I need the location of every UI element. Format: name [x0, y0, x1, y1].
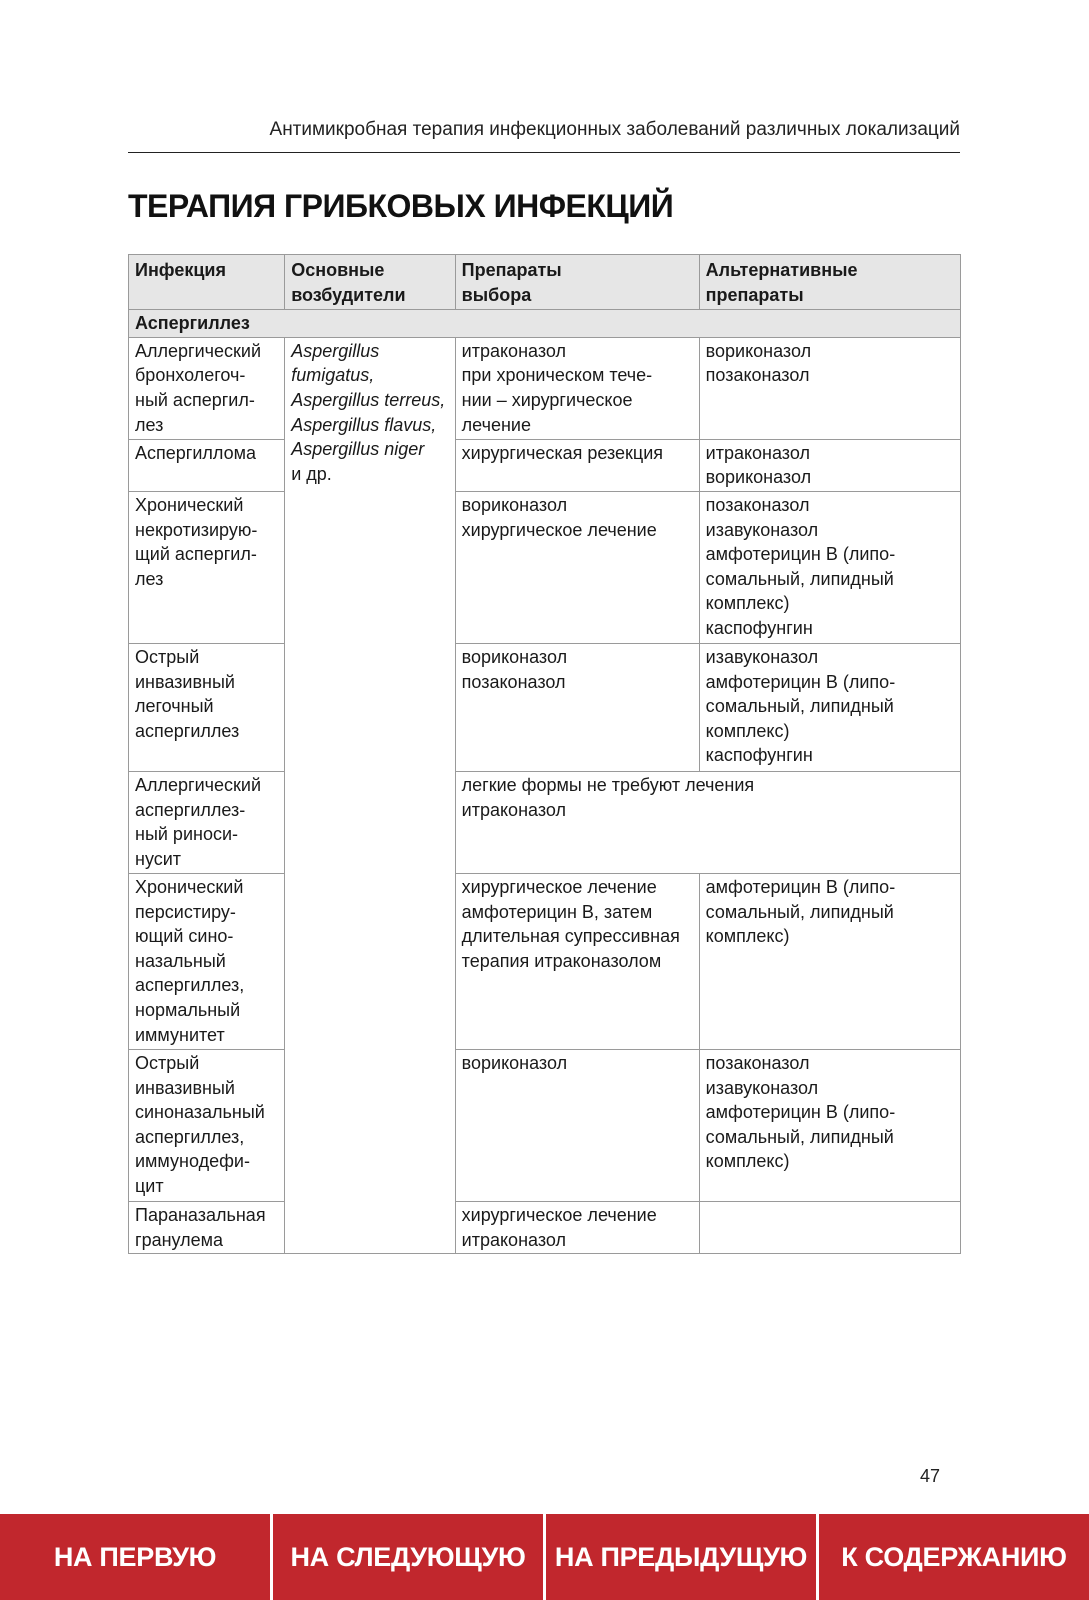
column-header-pathogens: Основные возбудители	[285, 255, 455, 310]
table-row	[129, 873, 961, 1049]
section-title: Аспергиллез	[129, 310, 961, 338]
choice-cell: итраконазол при хроническом тече- нии – хирургическое лечение	[455, 337, 699, 439]
alternative-cell: изавуконазол амфотерицин В (липо- сомальный, липидный комплекс) каспофунгин	[699, 643, 960, 771]
first-page-button[interactable]: НА ПЕРВУЮ	[0, 1514, 270, 1600]
pathogens-cell	[285, 337, 455, 1253]
header-divider	[128, 152, 960, 153]
table-row	[129, 643, 961, 771]
alternative-cell: позаконазол изавуконазол амфотерицин В (липо- сомальный, липидный комплекс)	[699, 1049, 960, 1201]
choice-cell: хирургическая резекция	[455, 439, 699, 491]
infection-cell: Хронический некротизирую- щий аспергил- лез	[129, 491, 285, 643]
column-header-infection: Инфекция	[129, 255, 285, 310]
next-page-button[interactable]: НА СЛЕДУЮЩУЮ	[273, 1514, 543, 1600]
table-row	[129, 439, 961, 491]
alternative-cell: итраконазол вориконазол	[699, 439, 960, 491]
table-row	[129, 491, 961, 643]
running-header: Антимикробная терапия инфекционных заболеваний различных локализаций	[269, 119, 960, 140]
navigation-bar	[0, 1514, 1089, 1600]
choice-cell: хирургическое лечение итраконазол	[455, 1201, 699, 1253]
choice-cell: хирургическое лечение амфотерицин В, затем длительная супрессивная терапия итраконазолом	[455, 873, 699, 1049]
table-row	[129, 337, 961, 439]
infection-cell: Аллергический бронхолегоч- ный аспергил- лез	[129, 337, 285, 439]
table-header-row	[129, 255, 961, 310]
column-header-drugs-of-choice: Препараты выбора	[455, 255, 699, 310]
infection-cell: Аспергиллома	[129, 439, 285, 491]
alternative-cell: вориконазол позаконазол	[699, 337, 960, 439]
alternative-cell	[699, 1201, 960, 1253]
pathogens-etc: и др.	[291, 463, 332, 484]
table-row	[129, 771, 961, 873]
choice-cell: вориконазол позаконазол	[455, 643, 699, 771]
alternative-cell: позаконазол изавуконазол амфотерицин В (липо- сомальный, липидный комплекс) каспофунгин	[699, 491, 960, 643]
infection-cell: Хронический персистиру- ющий сино- назальный аспергиллез, нормальный иммунитет	[129, 873, 285, 1049]
page-number: 47	[920, 1466, 941, 1486]
table-row	[129, 1049, 961, 1201]
choice-cell: вориконазол	[455, 1049, 699, 1201]
infection-cell: Острый инвазивный легочный аспергиллез	[129, 643, 285, 771]
contents-button[interactable]: К СОДЕРЖАНИЮ	[819, 1514, 1089, 1600]
choice-merged-cell: легкие формы не требуют лечения итраконазол	[455, 771, 960, 873]
page-title: ТЕРАПИЯ ГРИБКОВЫХ ИНФЕКЦИЙ	[128, 188, 674, 224]
column-header-alternative-drugs: Альтернативные препараты	[699, 255, 960, 310]
table-row	[129, 1201, 961, 1253]
section-row	[129, 310, 961, 338]
alternative-cell: амфотерицин В (липо- сомальный, липидный комплекс)	[699, 873, 960, 1049]
infection-cell: Острый инвазивный синоназальный аспергиллез, иммунодефи- цит	[129, 1049, 285, 1201]
infection-cell: Параназальная гранулема	[129, 1201, 285, 1253]
pathogens-list: Aspergillus fumigatus, Aspergillus terreus, Aspergillus flavus, Aspergillus niger	[291, 340, 446, 460]
choice-cell: вориконазол хирургическое лечение	[455, 491, 699, 643]
fungal-therapy-table	[128, 254, 961, 1254]
infection-cell: Аллергический аспергиллез- ный риноси- нусит	[129, 771, 285, 873]
previous-page-button[interactable]: НА ПРЕДЫДУЩУЮ	[546, 1514, 816, 1600]
